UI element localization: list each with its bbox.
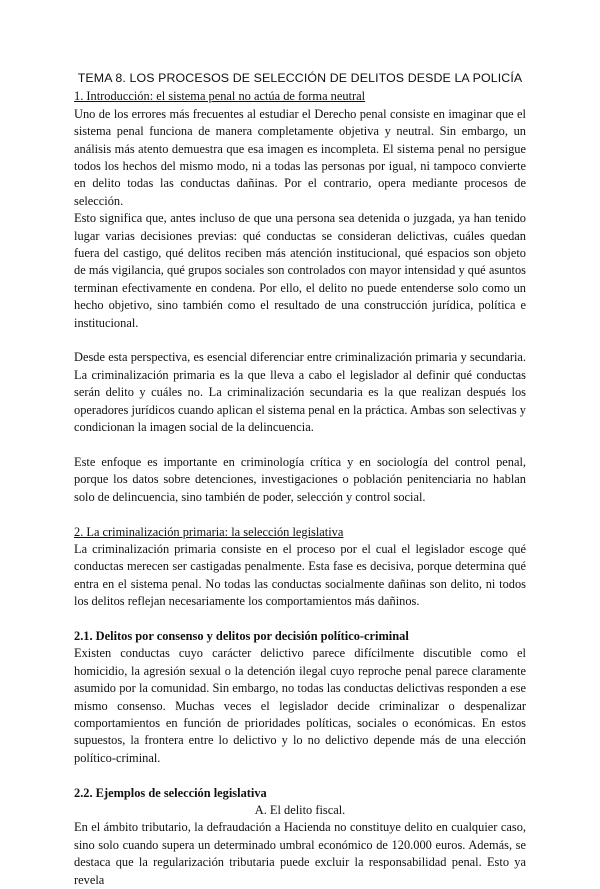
section-2-2-heading: 2.2. Ejemplos de selección legislativa xyxy=(74,785,267,800)
section-1-heading: 1. Introducción: el sistema penal no actúa de forma neutral xyxy=(74,89,366,104)
spacer xyxy=(74,767,526,784)
section-2-1-paragraph-1: Existen conductas cuyo carácter delictivo parece difícilmente discutible como el homicidio, la agresión sexual o la detención ilegal cuyo reproche penal parece claramente asumido por la comunidad. Sin embargo, no todas las conductas delictivas responden a ese mismo consenso. Muchas veces el legislador decide criminalizar o despenalizar comportamientos en función de prioridades políticas, sociales o económicas. En estos supuestos, la frontera entre lo delictivo y lo no delictivo depende más de una elección político-criminal. xyxy=(74,646,526,765)
spacer xyxy=(74,437,526,454)
document-page xyxy=(74,70,526,889)
section-2-paragraph-1: La criminalización primaria consiste en el proceso por el cual el legislador escoge qué conductas merecen ser castigadas penalmente. Esta fase es decisiva, porque determina qué entra en el sistema penal. No todas las conductas socialmente dañinas son delito, ni todos los delitos reflejan necesariamente los comportamientos más dañinos. xyxy=(74,541,526,609)
section-1-paragraph-3: Desde esta perspectiva, es esencial diferenciar entre criminalización primaria y secundaria. La criminalización primaria es la que lleva a cabo el legislador al definir qué conductas serán delito y cuáles no. La criminalización secundaria es la que realizan después los operadores jurídicos cuando aplican el sistema penal en la práctica. Ambas son selectivas y condicionan la imagen social de la delincuencia. xyxy=(74,350,526,435)
spacer xyxy=(74,506,526,523)
section-2-2-subheading: A. El delito fiscal. xyxy=(254,802,346,817)
spacer xyxy=(74,611,526,628)
section-2-2-paragraph-1: En el ámbito tributario, la defraudación a Hacienda no constituye delito en cualquier caso, sino solo cuando supera un determinado umbral económico de 120.000 euros. Además, se destaca que la regularización tributaria puede excluir la responsabilidad penal. Esto ya revela xyxy=(74,820,526,887)
section-1-paragraph-1: Uno de los errores más frecuentes al estudiar el Derecho penal consiste en imaginar que el sistema penal funciona de manera completamente objetiva y neutral. Sin embargo, un análisis más atento demuestra que esa imagen es incompleta. El sistema penal no persigue todos los hechos del mismo modo, ni a todas las personas por igual, ni tampoco convierte en delito todas las conductas dañinas. Por el contrario, opera mediante procesos de selección. xyxy=(74,106,526,208)
section-1-paragraph-2: Esto significa que, antes incluso de que una persona sea detenida o juzgada, ya han tenido lugar varias decisiones previas: qué conductas se consideran delictivas, cuáles quedan fuera del castigo, qué delitos reciben más atención institucional, qué espacios son objeto de más vigilancia, qué grupos sociales son controlados con mayor intensidad y qué asuntos terminan efectivamente en condena. Por ello, el delito no puede entenderse solo como un hecho objetivo, sino también como el resultado de una construcción jurídica, política e institucional. xyxy=(74,211,526,330)
document-title: TEMA 8. LOS PROCESOS DE SELECCIÓN DE DELITOS DESDE LA POLICÍA xyxy=(77,71,523,85)
spacer xyxy=(74,332,526,349)
section-2-heading: 2. La criminalización primaria: la selección legislativa xyxy=(74,524,344,539)
section-2-1-heading: 2.1. Delitos por consenso y delitos por decisión político-criminal xyxy=(74,628,409,643)
section-1-paragraph-4: Este enfoque es importante en criminología crítica y en sociología del control penal, porque los datos sobre detenciones, investigaciones o población penitenciaria no hablan solo de delincuencia, sino también de poder, selección y control social. xyxy=(74,454,526,504)
